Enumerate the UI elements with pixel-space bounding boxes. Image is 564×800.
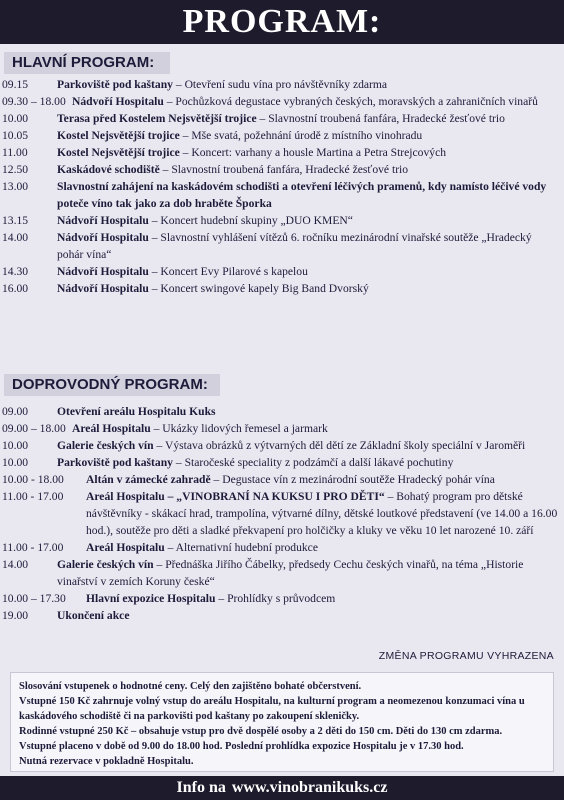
program-time: 11.00 - 17.00: [2, 541, 64, 554]
program-row: [0, 420, 564, 437]
program-place: Parkoviště pod kaštany: [57, 78, 173, 91]
program-time: 10.05: [2, 129, 29, 142]
program-change-note: ZMĚNA PROGRAMU VYHRAZENA: [378, 650, 554, 662]
program-time: 10.00 - 18.00: [2, 473, 64, 486]
program-place: Kostel Nejsvětější trojice: [57, 129, 180, 142]
info-line: Slosování vstupenek o hodnotné ceny. Celý den zajištěno bohaté občerstvení.: [19, 681, 362, 692]
program-row: [0, 280, 564, 297]
program-text: – Pochůzková degustace vybraných českých, moravských a zahraničních vinařů: [163, 95, 538, 108]
program-text: – Bohatý program pro dětské návštěvníky - skákací hrad, trampolína, výtvarné dílny, dětské loutkové představení (ve 14.00 a 16.00 hod.), soutěže pro děti a sladké překvapení pro holčičky a kluky ve věku 10 let narozené 10. září: [86, 490, 558, 537]
program-place: Nádvoří Hospitalu: [57, 265, 149, 278]
program-place: Nádvoří Hospitalu: [57, 231, 149, 244]
program-place: Parkoviště pod kaštany: [57, 456, 173, 469]
side-program-heading: DOPROVODNÝ PROGRAM:: [4, 374, 220, 396]
program-time: 10.00: [2, 456, 29, 469]
program-row: [0, 110, 564, 127]
program-place: Ukončení akce: [57, 609, 130, 622]
program-row: [0, 454, 564, 471]
program-time: 13.15: [2, 214, 29, 227]
program-row: [0, 76, 564, 93]
program-row: [0, 471, 564, 488]
main-program-heading: HLAVNÍ PROGRAM:: [4, 52, 170, 74]
program-time: 14.30: [2, 265, 29, 278]
program-text: – Výstava obrázků z výtvarných děl dětí ze Základní školy speciální v Jaroměři: [153, 439, 526, 452]
program-place: Terasa před Kostelem Nejsvětější trojice: [57, 112, 257, 125]
program-text: – Degustace vín z mezinárodní soutěže Hradecký pohár vína: [210, 473, 495, 486]
program-time: 10.00: [2, 439, 29, 452]
program-place: Kaskádové schodiště: [57, 163, 160, 176]
program-time: 09.15: [2, 78, 29, 91]
info-line: Vstupné placeno v době od 9.00 do 18.00 hod. Poslední prohlídka expozice Hospitalu je v 17.30 hod.: [19, 741, 464, 752]
program-time: 09.30 – 18.00: [2, 95, 66, 108]
program-text: – Otevření sudu vína pro návštěvníky zdarma: [172, 78, 388, 91]
program-text: – Koncert Evy Pilarové s kapelou: [148, 265, 308, 278]
program-place: Hlavní expozice Hospitalu: [86, 592, 216, 605]
footer-prefix: Info na: [176, 779, 226, 796]
info-line: Vstupné 150 Kč zahrnuje volný vstup do areálu Hospitalu, na kulturní program a neomezenou konzumaci vína u kaskádového schodiště či na parkovišti pod kaštany po zakoupení skleničky.: [19, 696, 525, 722]
program-row: [0, 403, 564, 420]
program-row: [0, 127, 564, 144]
side-program-list: [0, 403, 564, 624]
program-text: – Staročeské speciality z podzámčí a další lákavé pochutiny: [172, 456, 454, 469]
program-place: Galerie českých vín: [57, 558, 154, 571]
program-text: – Koncert: varhany a housle Martina a Petra Strejcových: [179, 146, 447, 159]
program-row: [0, 263, 564, 280]
program-text: – Koncert hudební skupiny „DUO KMEN“: [148, 214, 353, 227]
program-text: Slavnostní zahájení na kaskádovém schodišti a otevření léčivých pramenů, kdy namísto léčivé vody poteče víno tak jako za dob hraběte Šporka: [57, 180, 547, 210]
main-program-list: [0, 76, 564, 297]
program-place: Nádvoří Hospitalu: [72, 95, 164, 108]
program-time: 12.50: [2, 163, 29, 176]
program-time: 11.00: [2, 146, 28, 159]
program-place: Otevření areálu Hospitalu Kuks: [57, 405, 216, 418]
program-row: [0, 437, 564, 454]
website-link[interactable]: www.vinobranikuks.cz: [231, 779, 388, 796]
program-place: Areál Hospitalu – „VINOBRANÍ NA KUKSU I PRO DĚTI“: [86, 490, 385, 503]
program-text: – Koncert swingové kapely Big Band Dvorský: [148, 282, 369, 295]
program-time: 10.00 – 17.30: [2, 592, 66, 605]
footer: [0, 776, 564, 800]
program-row: [0, 178, 564, 212]
program-place: Nádvoří Hospitalu: [57, 214, 149, 227]
program-place: Nádvoří Hospitalu: [57, 282, 149, 295]
program-time: 16.00: [2, 282, 29, 295]
program-time: 14.00: [2, 558, 29, 571]
program-row: [0, 93, 564, 110]
program-time: 13.00: [2, 180, 29, 193]
program-text: – Slavnostní troubená fanfára, Hradecké žesťové trio: [159, 163, 409, 176]
program-text: – Ukázky lidových řemesel a jarmark: [150, 422, 328, 435]
program-time: 11.00 - 17.00: [2, 490, 64, 503]
info-line: Nutná rezervace v pokladně Hospitalu.: [19, 756, 194, 767]
program-time: 19.00: [2, 609, 29, 622]
program-time: 14.00: [2, 231, 29, 244]
program-text: – Mše svatá, požehnání úrodě z místního vinohradu: [179, 129, 423, 142]
program-place: Altán v zámecké zahradě: [86, 473, 211, 486]
program-place: Areál Hospitalu: [86, 541, 165, 554]
program-row: [0, 556, 564, 590]
program-text: – Slavnostní vyhlášení vítězů 6. ročníku mezinárodní vinařské soutěže „Hradecký pohár vína“: [57, 231, 532, 261]
program-place: Kostel Nejsvětější trojice: [57, 146, 180, 159]
info-line: Rodinné vstupné 250 Kč – obsahuje vstup pro dvě dospělé osoby a 2 děti do 150 cm. Děti do 130 cm zdarma.: [19, 726, 503, 737]
program-row: [0, 607, 564, 624]
program-place: Galerie českých vín: [57, 439, 154, 452]
program-time: 09.00 – 18.00: [2, 422, 66, 435]
program-text: – Prohlídky s průvodcem: [215, 592, 336, 605]
program-row: [0, 488, 564, 539]
program-row: [0, 161, 564, 178]
page-title: PROGRAM:: [0, 0, 564, 44]
program-time: 09.00: [2, 405, 29, 418]
program-text: – Alternativní hudební produkce: [164, 541, 318, 554]
program-row: [0, 212, 564, 229]
program-row: [0, 539, 564, 556]
program-row: [0, 229, 564, 263]
program-time: 10.00: [2, 112, 29, 125]
program-row: [0, 144, 564, 161]
ticket-info-box: [10, 672, 554, 772]
program-text: – Přednáška Jiřího Čábelky, předsedy Cechu českých vinařů, na téma „Historie vinařství v zemích Koruny české“: [57, 558, 524, 588]
program-row: [0, 590, 564, 607]
program-place: Areál Hospitalu: [72, 422, 151, 435]
program-text: – Slavnostní troubená fanfára, Hradecké žesťové trio: [256, 112, 505, 125]
